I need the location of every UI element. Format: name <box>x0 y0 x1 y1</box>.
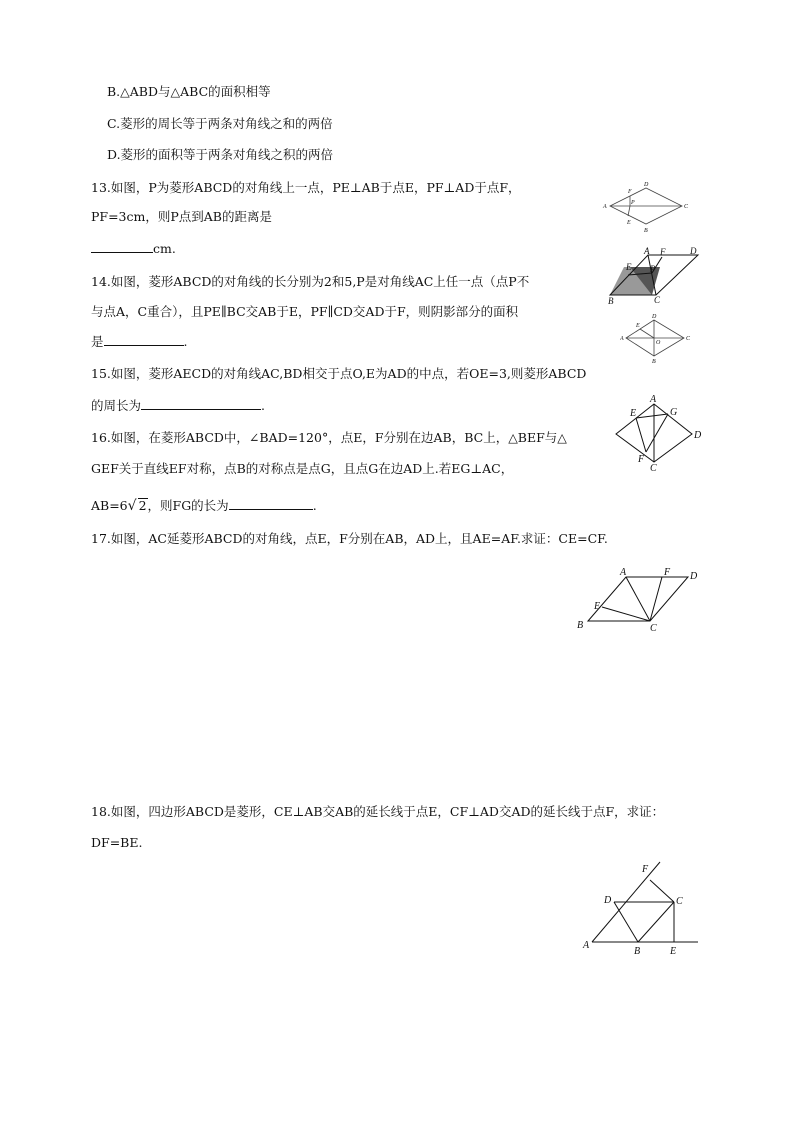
answer-blank[interactable] <box>104 333 184 346</box>
q13-line3: cm. <box>91 240 176 257</box>
option-d: D.菱形的面积等于两条对角线之积的两倍 <box>107 147 334 162</box>
figure-17 <box>572 565 702 633</box>
q15-line2: 的周长为 . <box>91 398 265 413</box>
svg-text:F: F <box>660 247 666 257</box>
svg-text:P: P <box>631 200 635 206</box>
svg-text:F: F <box>664 567 671 578</box>
svg-text:E: E <box>630 408 637 419</box>
q16-line1: 16.如图，在菱形ABCD中，∠BAD=120°，点E，F分别在边AB，BC上，△BEF与△ <box>91 430 567 445</box>
svg-text:A: A <box>620 567 627 578</box>
svg-text:F: F <box>628 189 632 195</box>
svg-text:D: D <box>652 314 657 320</box>
figure-14 <box>604 245 704 305</box>
answer-blank[interactable] <box>229 497 313 510</box>
svg-text:D: D <box>690 571 698 582</box>
answer-blank[interactable] <box>141 397 261 410</box>
svg-text:C: C <box>654 295 661 305</box>
option-b: B.△ABD与△ABC的面积相等 <box>107 84 271 99</box>
svg-text:F: F <box>638 454 645 465</box>
svg-text:F: F <box>642 864 649 875</box>
svg-text:E: E <box>636 323 640 329</box>
svg-text:E: E <box>670 946 677 957</box>
svg-text:B: B <box>644 228 648 234</box>
figure-13 <box>600 180 692 236</box>
svg-text:C: C <box>684 204 689 210</box>
figure-16 <box>612 392 706 472</box>
svg-text:B: B <box>634 946 641 957</box>
svg-text:B: B <box>652 359 656 364</box>
svg-text:P: P <box>650 264 656 274</box>
q14-line2: 与点A，C重合），且PE∥BC交AB于E，PF∥CD交AD于F，则阴影部分的面积 <box>91 304 519 319</box>
q16-line2: GEF关于直线EF对称，点B的对称点是点G，且点G在边AD上.若EG⊥AC， <box>91 461 514 476</box>
svg-text:D: D <box>604 895 612 906</box>
svg-text:G: G <box>670 407 678 418</box>
q13-line2: PF=3cm，则P点到AB的距离是 <box>91 209 272 224</box>
svg-text:E: E <box>627 220 631 226</box>
svg-text:E: E <box>626 262 632 272</box>
svg-text:A: A <box>644 246 650 256</box>
figure-18 <box>580 856 702 958</box>
q16-line3: AB=6√ 2，则FG的长为 . <box>91 498 317 514</box>
svg-text:D: D <box>694 430 702 441</box>
q14-line1: 14.如图，菱形ABCD的对角线的长分别为2和5,P是对角线AC上任一点（点P不 <box>91 274 530 289</box>
q17-text: 17.如图，AC延菱形ABCD的对角线，点E，F分别在AB，AD上，且AE=AF.求证：CE=CF. <box>91 531 608 546</box>
q18-line1: 18.如图，四边形ABCD是菱形，CE⊥AB交AB的延长线于点E，CF⊥AD交AD的延长线于点F，求证： <box>91 804 665 819</box>
svg-text:A: A <box>603 204 607 210</box>
svg-text:C: C <box>686 336 691 342</box>
option-c: C.菱形的周长等于两条对角线之和的两倍 <box>107 116 333 131</box>
svg-text:A: A <box>650 394 657 405</box>
svg-text:C: C <box>650 623 657 633</box>
svg-text:E: E <box>594 601 601 612</box>
q13-line1: 13.如图，P为菱形ABCD的对角线上一点，PE⊥AB于点E，PF⊥AD于点F， <box>91 180 521 195</box>
svg-text:D: D <box>690 246 697 256</box>
q15-line1: 15.如图，菱形AECD的对角线AC,BD相交于点O,E为AD的中点，若OE=3,则菱形ABCD <box>91 366 587 381</box>
svg-text:D: D <box>644 182 649 188</box>
svg-text:B: B <box>577 620 584 631</box>
svg-text:B: B <box>608 296 614 305</box>
q14-line3: 是 . <box>91 334 188 349</box>
svg-text:A: A <box>583 940 590 951</box>
svg-text:O: O <box>656 340 661 346</box>
svg-text:C: C <box>676 896 683 907</box>
answer-blank[interactable] <box>91 240 153 253</box>
q18-line2: DF=BE. <box>91 835 143 850</box>
svg-text:A: A <box>620 336 624 342</box>
figure-15 <box>620 312 692 364</box>
svg-text:C: C <box>650 463 657 472</box>
